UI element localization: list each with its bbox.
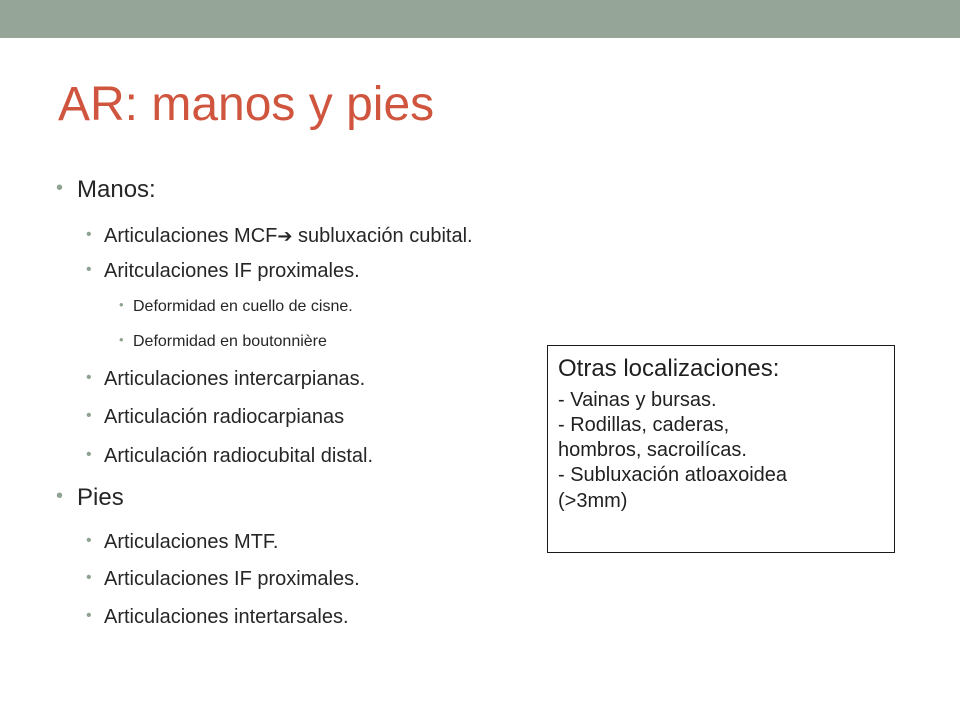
- list-item-text: Deformidad en boutonnière: [133, 333, 327, 350]
- list-item: [86, 259, 360, 283]
- list-item: [56, 484, 124, 513]
- list-item-text: Articulaciones intertarsales.: [104, 606, 349, 628]
- list-item: [86, 224, 473, 248]
- arrow-right-icon: ➔: [277, 226, 293, 246]
- callout-line: - Vainas y bursas.: [558, 388, 717, 411]
- list-item-text: Articulaciones MTF.: [104, 531, 279, 553]
- list-item: [86, 405, 345, 429]
- list-item-text: Articulaciones IF proximales.: [104, 568, 360, 590]
- list-item: [86, 444, 374, 468]
- bullet-icon: •: [86, 569, 92, 586]
- bullet-icon: •: [86, 446, 92, 463]
- bullet-icon: •: [86, 226, 92, 243]
- list-item-text: Articulación radiocubital distal.: [104, 445, 374, 467]
- top-accent-bar: [0, 0, 960, 38]
- list-item-text: Articulaciones MCF: [104, 225, 278, 247]
- list-item-text: Pies: [77, 484, 124, 511]
- callout-title: Otras localizaciones:: [558, 355, 780, 382]
- callout-box: [547, 345, 895, 553]
- list-item: [56, 176, 156, 205]
- list-item-text: subluxación cubital.: [292, 225, 473, 247]
- list-item: [119, 332, 327, 351]
- callout-line: - Rodillas, caderas,: [558, 413, 730, 436]
- callout-line: hombros, sacroilícas.: [558, 439, 747, 462]
- list-item: [86, 530, 279, 554]
- list-item: [86, 367, 366, 391]
- bullet-icon: •: [119, 332, 124, 347]
- list-item-text: Deformidad en cuello de cisne.: [133, 298, 353, 315]
- callout-line: - Subluxación atloaxoidea: [558, 464, 788, 487]
- bullet-icon: •: [86, 369, 92, 386]
- bullet-icon: •: [86, 532, 92, 549]
- list-item-text: Articulación radiocarpianas: [104, 406, 345, 428]
- callout-line: (>3mm): [558, 489, 628, 512]
- bullet-icon: •: [86, 261, 92, 278]
- bullet-icon: •: [86, 407, 92, 424]
- bullet-icon: •: [56, 485, 64, 507]
- list-item-text: Manos:: [77, 176, 156, 203]
- list-item: [86, 567, 360, 591]
- list-item-text: Aritculaciones IF proximales.: [104, 260, 360, 282]
- list-item: [119, 297, 353, 316]
- list-item: [86, 605, 349, 629]
- list-item-text: Articulaciones intercarpianas.: [104, 368, 366, 390]
- bullet-icon: •: [56, 177, 64, 199]
- bullet-icon: •: [119, 297, 124, 312]
- slide-title: AR: manos y pies: [58, 78, 435, 131]
- bullet-icon: •: [86, 607, 92, 624]
